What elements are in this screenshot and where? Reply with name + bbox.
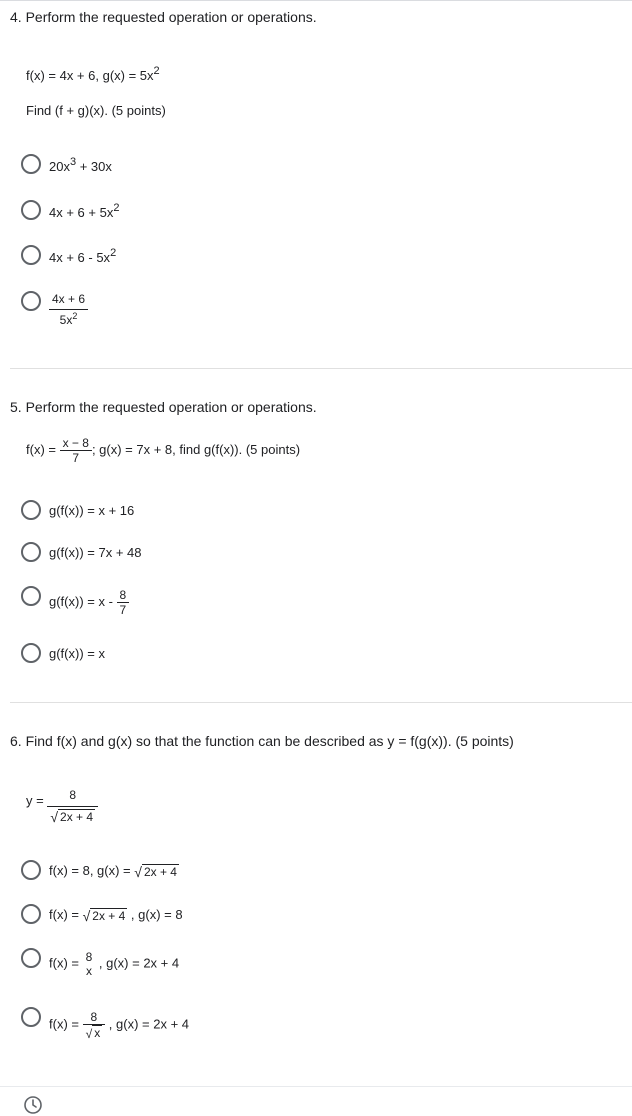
top-border	[0, 0, 632, 1]
fraction: 8 √ 2x + 4	[47, 788, 98, 824]
option-radio[interactable]	[21, 904, 41, 924]
square-root: √ 2x + 4	[134, 864, 177, 881]
question-prompt: Find (f + g)(x). (5 points)	[26, 103, 166, 118]
option-radio[interactable]	[21, 154, 41, 174]
question-title: 6. Find f(x) and g(x) so that the function can be described as y = f(g(x)). (5 points)	[10, 733, 514, 749]
question-given: f(x) = 4x + 6, $g(x) = 5x^2$	[26, 65, 160, 83]
square-root: √ 2x + 4	[50, 809, 94, 826]
option-radio[interactable]	[21, 245, 41, 265]
fraction: $\frac{4x + 6}{5x^2}$	[49, 292, 88, 328]
fraction: $\frac{x - 8}{7}$	[60, 436, 92, 465]
option-radio[interactable]	[21, 948, 41, 968]
section-divider	[10, 368, 632, 369]
option-radio[interactable]	[21, 500, 41, 520]
option-label[interactable]: f(x) = 8 x , g(x) = 2x + 4	[49, 950, 180, 978]
option-radio[interactable]	[21, 291, 41, 311]
option-label[interactable]: $20x^3 + 30x$	[49, 156, 112, 174]
option-label[interactable]: f(x) = 8 √ x , g(x) = 2x + 4	[49, 1010, 190, 1042]
fraction: 8 x	[85, 950, 93, 978]
option-label[interactable]: $4x + 6 + 5x^2$	[49, 202, 120, 220]
question-title: 5. Perform the requested operation or operations.	[10, 399, 317, 415]
option-label[interactable]: g(f(x)) = 7x + 48	[49, 545, 142, 560]
option-label[interactable]: g(f(x)) = x + 16	[49, 503, 135, 518]
square-root: √ x	[85, 1026, 101, 1042]
section-divider	[10, 702, 632, 703]
option-label[interactable]: g(f(x)) = x - $\frac{8}{7}$	[49, 588, 129, 617]
option-label[interactable]	[49, 292, 88, 328]
option-radio[interactable]	[21, 1007, 41, 1027]
fraction: $\frac{8}{7}$	[117, 588, 130, 617]
option-label[interactable]: f(x) = √ 2x + 4 , g(x) = 8	[49, 907, 183, 925]
option-label[interactable]: $4x + 6 - 5x^2$	[49, 247, 117, 265]
bottom-bar	[0, 1086, 632, 1116]
option-radio[interactable]	[21, 643, 41, 663]
clock-icon[interactable]	[23, 1095, 43, 1115]
question-title: 4. Perform the requested operation or operations.	[10, 9, 317, 25]
option-radio[interactable]	[21, 542, 41, 562]
option-label[interactable]: g(f(x)) = x	[49, 646, 105, 661]
option-radio[interactable]	[21, 860, 41, 880]
question-given: y = 8 √ 2x + 4	[26, 788, 98, 824]
option-label[interactable]: f(x) = 8, g(x) = √ 2x + 4	[49, 863, 177, 881]
fraction: 8 √ x	[83, 1010, 106, 1040]
square-root: √ 2x + 4	[82, 908, 126, 925]
option-radio[interactable]	[21, 586, 41, 606]
option-radio[interactable]	[21, 200, 41, 220]
question-given: f(x) = $\frac{x - 8}{7}$ ; g(x) = 7x + 8, find g(f(x)). (5 points)	[26, 436, 301, 465]
